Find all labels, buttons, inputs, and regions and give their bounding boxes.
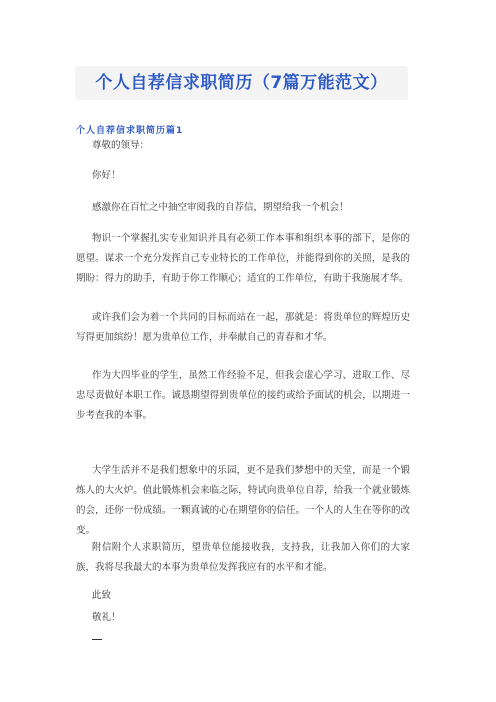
paragraph-5: 大学生活并不是我们想象中的乐园，更不是我们梦想中的天堂，而是一个锻炼人的大火炉。值此锻炼机会来临之际，特试向贵单位自荐，给我一个就业锻炼的会，还你一份成绩。一颗真诚的心在期望你的信任。一个人的人生在等你的改变。 [76, 465, 410, 536]
closing-line-2: 敬礼！ [92, 612, 121, 623]
greeting: 你好！ [92, 170, 121, 181]
title-banner [75, 66, 408, 100]
closing-line-1: 此致 [92, 590, 112, 601]
signature-dash [92, 639, 102, 640]
paragraph-4: 作为大四毕业的学生，虽然工作经验不足，但我会虚心学习、进取工作、尽忠尽责做好本职工作。诚恳期望得到贵单位的接约或给予面试的机会，以期进一步考查我的本事。 [76, 370, 410, 421]
section-heading: 个人自荐信求职简历篇1 [76, 126, 184, 136]
document-title: 个人自荐信求职简历（7篇万能范文） [95, 73, 388, 93]
paragraph-1: 感激你在百忙之中抽空审阅我的自荐信，期望给我一个机会！ [92, 202, 349, 213]
salutation: 尊敬的领导： [92, 140, 150, 151]
paragraph-2: 物识一个掌握扎实专业知识并具有必须工作本事和组织本事的部下，是你的愿望。谋求一个充分发挥自己专业特长的工作单位，并能得到你的关照，是我的期盼：得力的助手，有助于你工作顺心；适宜的工作单位，有助于我施展才华。 [76, 233, 410, 284]
paragraph-3: 或许我们会为着一个共同的目标而站在一起，那就是：将贵单位的辉煌历史写得更加缤纷！愿为贵单位工作，并奉献自己的青春和才华。 [76, 312, 410, 343]
paragraph-6: 附信附个人求职简历，望贵单位能接收我，支持我，让我加入你们的大家族，我将尽我最大的本事为贵单位发挥我应有的水平和才能。 [76, 542, 410, 573]
